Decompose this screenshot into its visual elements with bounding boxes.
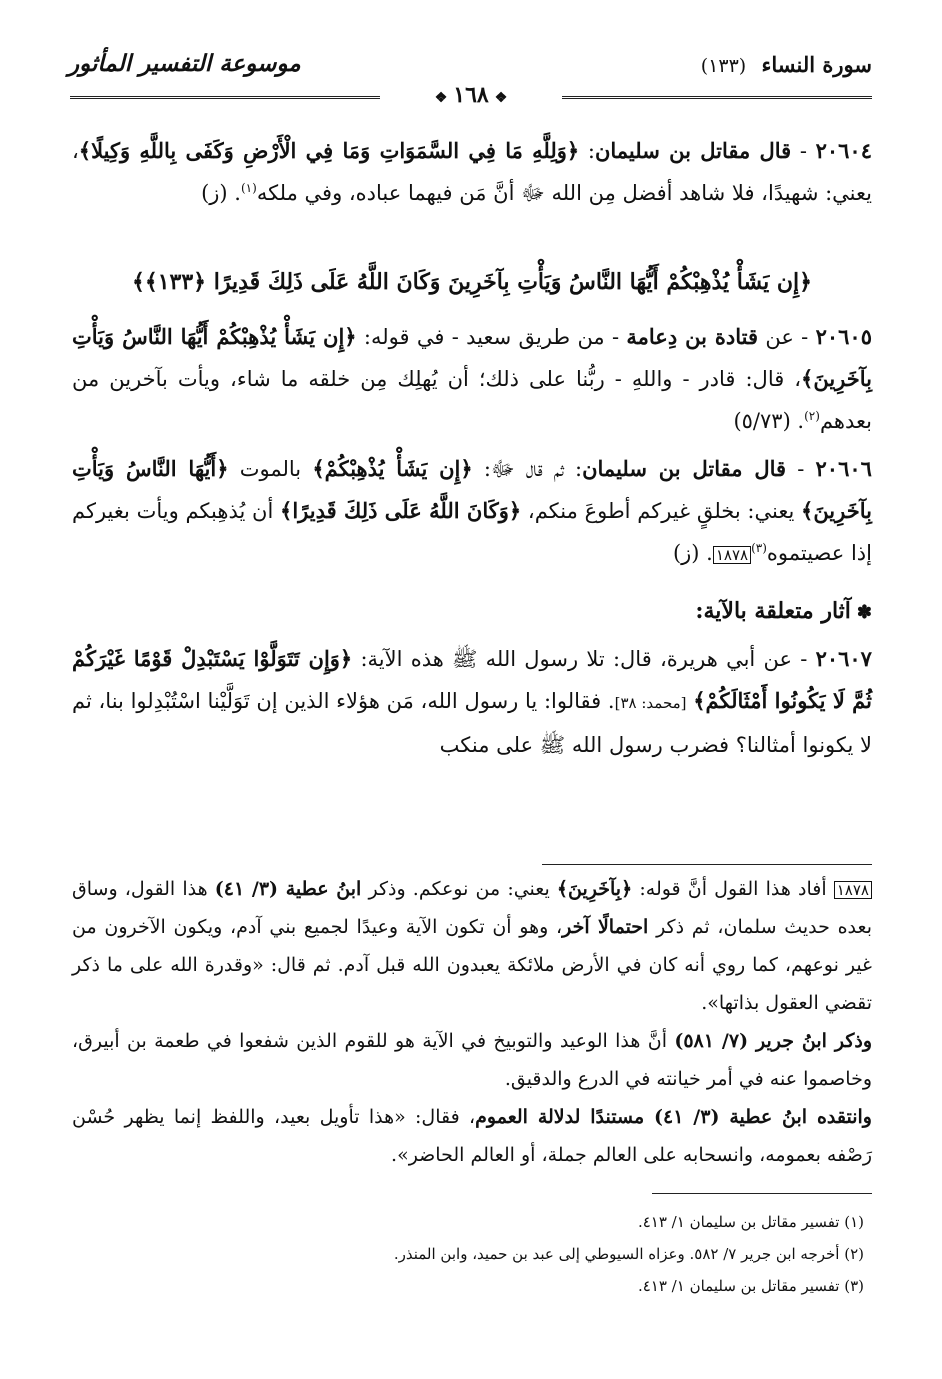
note-text: هذا القول، وساق بعده حديث سلمان، ثم ذكر <box>72 878 872 938</box>
scholar-ref: وذكر ابنُ جرير (٧/ ٥٨١) <box>674 1030 873 1052</box>
note-label-box: ١٨٧٨ <box>834 881 872 899</box>
note-text: يعني: من نوعكم. وذكر <box>368 878 550 900</box>
note-1878 <box>72 870 872 1022</box>
entry-text: ، يعني: شهيدًا، فلا شاهد أفضل مِن الله ﷻ أنَّ مَن فيهما عباده، وفي ملكه <box>72 139 872 205</box>
entry-text: بالموت <box>239 457 302 481</box>
footnotes <box>72 1206 864 1302</box>
book-title: موسوعة التفسير المأثور <box>68 50 301 77</box>
scholar-ref: وانتقده ابنُ عطية (٣/ ٤١) مستندًا لدلالة العموم <box>475 1106 872 1128</box>
entry-20605 <box>72 316 872 442</box>
quran-quote: ﴿وَلِلَّهِ مَا فِي السَّمَوَاتِ وَمَا فِي الْأَرْضِ وَكَفَى بِاللَّهِ وَكِيلًا﴾ <box>78 138 580 163</box>
entry-20607 <box>72 638 872 766</box>
ornament-icon: ❖ <box>494 90 508 106</box>
entry-text: - من طريق سعيد - في قوله: <box>363 325 620 349</box>
ayah-heading: ﴿إِن يَشَأْ يُذْهِبْكُمْ أَيُّهَا النَّاسُ وَيَأْتِ بِآخَرِينَ وَكَانَ اللَّهُ عَلَى ذَلِكَ قَدِيرًا ﴿١٣٣﴾﴾ <box>131 269 813 295</box>
entry-text: ، قال: قادر - واللهِ - ربُّنا على ذلك؛ أن يُهلِك مِن خلقه ما شاء، ويأت بآخرين من بعدهم <box>72 367 872 433</box>
entry-text: يعني: بخلقٍ غيركم أطوعَ منكم، <box>527 499 795 523</box>
note-1878-cont-2 <box>72 1098 872 1174</box>
scholar-ref: ابنُ عطية (٣/ ٤١) <box>214 878 362 900</box>
entry-20604 <box>72 130 872 214</box>
note-text: أنَّ هذا الوعيد والتوبيخ في الآية هو للقوم الذين شفعوا في طعمة بن أبيرق، وخاصموا عنه في أمر خيانته في الدرع والدقيق. <box>72 1030 872 1090</box>
footnote-ref[interactable]: (١) <box>240 181 257 195</box>
quran-quote: ﴿إِن يَشَأْ يُذْهِبْكُمْ أَيُّهَا النَّاسُ وَيَأْتِ بِآخَرِينَ﴾ <box>72 324 872 391</box>
colon: : <box>579 139 595 163</box>
source-tag: . (ز) <box>201 181 241 205</box>
quran-quote: ﴿إِن يَشَأْ يُذْهِبْكُمْ﴾ <box>312 456 473 481</box>
dash: - <box>792 647 808 671</box>
entry-20606 <box>72 448 872 574</box>
main-text <box>72 130 872 766</box>
header-rule-right <box>562 96 872 99</box>
surah-title: سورة النساء <box>761 52 872 77</box>
section-heading <box>72 590 872 634</box>
footnote-1: (١) تفسير مقاتل بن سليمان ١/ ٤١٣. <box>637 1213 864 1231</box>
entry-number: ٢٠٦٠٧ <box>815 646 872 671</box>
lead-word: عن <box>765 325 794 349</box>
bold-phrase: احتمالًا آخر <box>562 916 649 938</box>
surah-header <box>701 52 872 77</box>
dash: - <box>791 139 807 163</box>
note-text: ، فقال: «هذا تأويل بعيد، واللفظ إنما يظهر حُسْن رَصْفه بعمومه، وانسحابه على العالم جملة، أو العالم الحاضر». <box>72 1106 872 1166</box>
footnotes-divider <box>652 1193 872 1194</box>
footnote-ref[interactable]: (٢) <box>804 409 820 423</box>
entry-text: أن يُذهِبكم ويأت بغيركم إذا عصيتموه <box>72 499 872 565</box>
note-text: أفاد هذا القول أنَّ قوله: <box>639 878 827 900</box>
entry-number: ٢٠٦٠٥ <box>815 324 872 349</box>
dash: - <box>793 325 809 349</box>
dash: - <box>786 457 805 481</box>
entry-text: : ثم قال ﷻ: <box>483 457 583 481</box>
note-1878-cont-1 <box>72 1022 872 1098</box>
entry-number: ٢٠٦٠٦ <box>815 456 872 481</box>
source-tag: . (٥/٧٣) <box>733 409 805 433</box>
page-number: ١٦٨ <box>453 82 489 108</box>
quran-quote: ﴿بِآخَرِينَ﴾ <box>556 878 633 900</box>
flower-icon: ✽ <box>856 602 872 623</box>
quran-quote: ﴿أَيُّهَا النَّاسُ وَيَأْتِ بِآخَرِينَ﴾ <box>72 456 872 523</box>
entry-number: ٢٠٦٠٤ <box>815 138 872 163</box>
ornament-icon: ❖ <box>434 90 448 106</box>
ayah-range: (١٣٣) <box>700 55 747 77</box>
page-number-block <box>429 82 514 108</box>
footnote-3: (٣) تفسير مقاتل بن سليمان ١/ ٤١٣. <box>637 1277 864 1295</box>
editor-notes <box>72 870 872 1174</box>
entry-text: . فقالوا: يا رسول الله، مَن هؤلاء الذين إن تَوَلَّيْنا اسْتُبْدِلوا بنا، ثم لا يكونوا أمثالنا؟ فضرب رسول الله ﷺ على منكب <box>72 689 872 757</box>
speaker: قال مقاتل بن سليمان <box>582 456 787 481</box>
section-title: آثار متعلقة بالآية: <box>695 598 851 624</box>
header-rule-left <box>70 96 380 99</box>
quran-quote: ﴿وَكَانَ اللَّهُ عَلَى ذَلِكَ قَدِيرًا﴾ <box>280 498 522 523</box>
quran-citation: [محمد: ٣٨] <box>614 694 687 712</box>
quran-quote: ﴿وَإِن تَتَوَلَّوْا يَسْتَبْدِلْ قَوْمًا غَيْرَكُمْ ثُمَّ لَا يَكُونُوا أَمْثَالَكُمْ﴾ <box>72 646 872 713</box>
notes-divider <box>542 864 872 865</box>
page-header <box>60 44 882 114</box>
footnote-2: (٢) أخرجه ابن جرير ٧/ ٥٨٢. وعزاه السيوطي إلى عبد بن حميد، وابن المنذر. <box>393 1245 864 1263</box>
note-ref-box[interactable]: ١٨٧٨ <box>713 546 751 564</box>
footnote-ref[interactable]: (٣) <box>751 541 767 555</box>
entry-text: عن أبي هريرة، قال: تلا رسول الله ﷺ هذه الآية: <box>360 647 792 671</box>
speaker: قال مقاتل بن سليمان <box>594 138 792 163</box>
source-tag: . (ز) <box>672 541 713 565</box>
note-text: ، وهو أن تكون الآية وعيدًا لجميع بني آدم، ويكون الآخرون من غير نوعهم، كما روي أنه كان في الأرض ملائكة يعبدون الله قبل آدم. ثم قال: «وقدرة الله على ما ذكر تقضي العقول بذاتها». <box>72 916 872 1014</box>
speaker: قتادة بن دِعامة <box>626 324 759 349</box>
